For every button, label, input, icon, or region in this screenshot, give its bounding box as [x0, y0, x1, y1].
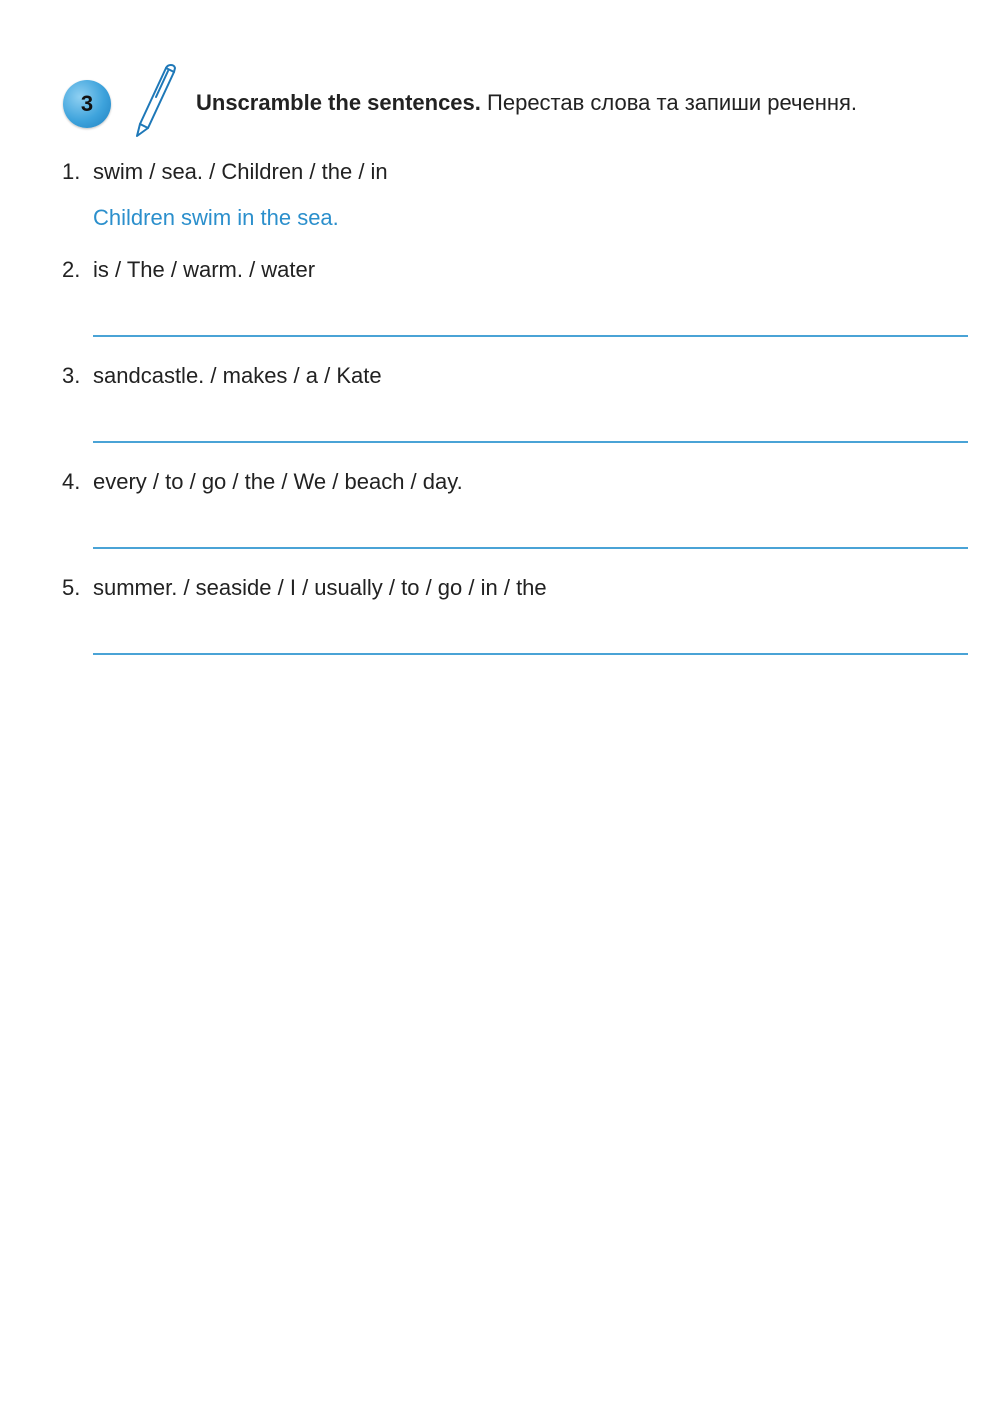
exercise-number-badge	[63, 80, 111, 128]
scrambled-words: swim / sea. / Children / the / in	[93, 159, 388, 184]
item-number: 4.	[62, 469, 81, 494]
list-item	[62, 573, 547, 603]
item-number: 1.	[62, 159, 81, 184]
scrambled-words: summer. / seaside / I / usually / to / go / in / the	[93, 575, 547, 600]
item-number: 5.	[62, 575, 81, 600]
exercise-instruction: Перестав слова та запиши речення.	[487, 90, 858, 115]
example-answer: Children swim in the sea.	[93, 205, 339, 230]
item-number: 3.	[62, 363, 81, 388]
list-item	[62, 467, 463, 497]
answer-line[interactable]	[93, 335, 968, 337]
item-number: 2.	[62, 257, 81, 282]
pen-icon	[128, 62, 184, 142]
answer-line[interactable]	[93, 441, 968, 443]
scrambled-words: is / The / warm. / water	[93, 257, 316, 282]
list-item	[62, 255, 315, 285]
exercise-number: 3	[80, 91, 94, 116]
list-item	[62, 157, 388, 187]
exercise-heading	[196, 88, 857, 118]
exercise-title: Unscramble the sentences.	[196, 90, 481, 115]
scrambled-words: sandcastle. / makes / a / Kate	[93, 363, 382, 388]
answer-line[interactable]	[93, 547, 968, 549]
answer-line[interactable]	[93, 653, 968, 655]
list-item	[62, 361, 382, 391]
scrambled-words: every / to / go / the / We / beach / day.	[93, 469, 463, 494]
